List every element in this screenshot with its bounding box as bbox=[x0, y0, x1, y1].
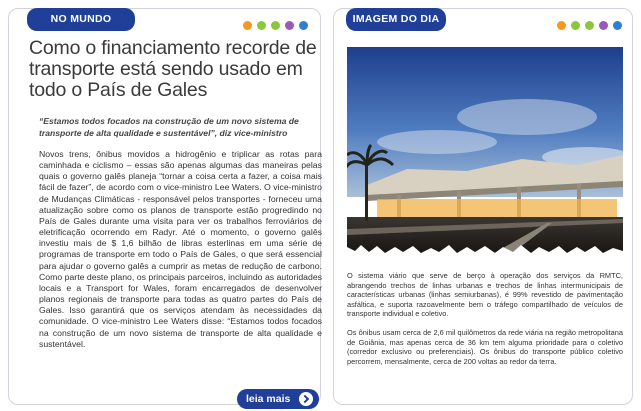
color-dots bbox=[243, 21, 308, 30]
article-subtitle: “Estamos todos focados na construção de um novo sistema de transporte de alta qualidade e sustentável”, diz vice-ministro bbox=[39, 116, 299, 138]
caption-paragraph: O sistema viário que serve de berço à operação dos serviços da RMTC, abrangendo trechos de linhas urbanas e trechos de linhas intermunicipais de características urbanas (linhas semiurbanas), é 99% revestido de pavimentação asfáltica, e suporta razoavelmente bem o tráfego compartilhado de veículos de transporte individual e coletivo. bbox=[347, 271, 623, 319]
caption-paragraph: Os ônibus usam cerca de 2,6 mil quilômetros da rede viária na região metropolitana de Goiânia, mas apenas cerca de 36 km tem alguma prioridade para o coletivo (corredor exclusivo ou preferenciais). Os ônibus do transporte público coletivo percorrem, mensalmente, cerca de 200 voltas ao redor da terra. bbox=[347, 327, 623, 366]
color-dot bbox=[599, 21, 608, 30]
color-dot bbox=[285, 21, 294, 30]
color-dot bbox=[613, 21, 622, 30]
color-dot bbox=[299, 21, 308, 30]
color-dot bbox=[257, 21, 266, 30]
image-of-the-day-panel bbox=[333, 8, 633, 405]
color-dot bbox=[585, 21, 594, 30]
bus-terminal-photo bbox=[347, 47, 623, 257]
article-body: Novos trens, ônibus movidos a hidrogênio e triplicar as rotas para caminhada e ciclismo – essas são apenas algumas das maneiras pelas quais o governo galês planeja “tornar a coisa certa a fazer, a coisa mais fácil de fazer”, de acordo com o vice-ministro Lee Waters. O vice-ministro de Mudanças Climáticas - responsável pelos transportes - forneceu uma atualização sobre como os planos de transporte estão progredindo no País de Gales durante uma visita para ver os trabalhos ferroviários de eletrificação ocorrendo em Radyr. Até o momento, o governo galês investiu mais de $ 1,6 bilhão de libras esterlinas em uma série de programas de transporte em todo o País de Gales, o que será essencial para ajudar o governo galês a cumprir as metas de redução de carbono. Como parte deste plano, os principais parceiros, incluindo as autoridades locais e a Transport for Wales, foram encarregados de desenvolver planos regionais de transporte para todas as quatro partes do País de Gales. Isso garantirá que os serviços atendam às necessidades da comunidade. O vice-ministro Lee Waters disse: “Estamos todos focados na construção de um novo sistema de transporte de alta qualidade e sustentável. bbox=[39, 149, 322, 349]
section-tag: NO MUNDO bbox=[27, 8, 135, 31]
color-dots bbox=[557, 21, 622, 30]
color-dot bbox=[243, 21, 252, 30]
color-dot bbox=[571, 21, 580, 30]
section-tag: IMAGEM DO DIA bbox=[346, 8, 446, 31]
color-dot bbox=[557, 21, 566, 30]
photo-caption bbox=[347, 271, 623, 366]
read-more-label: leia mais bbox=[246, 393, 291, 405]
chevron-right-icon bbox=[299, 392, 313, 406]
news-panel bbox=[8, 8, 321, 405]
read-more-button[interactable] bbox=[237, 389, 319, 409]
article-title: Como o financiamento recorde de transporte está sendo usado em todo o País de Gales bbox=[29, 37, 317, 101]
color-dot bbox=[271, 21, 280, 30]
